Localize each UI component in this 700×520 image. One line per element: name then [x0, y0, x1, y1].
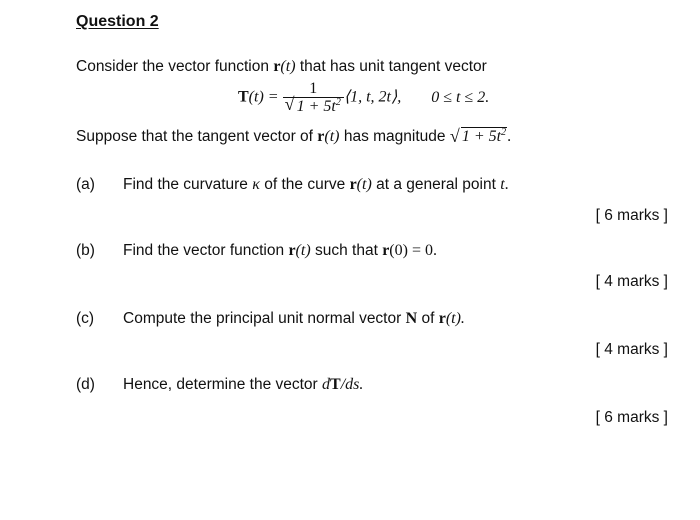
part-a-text [123, 176, 509, 194]
eq-vector: ⟨1, t, 2t⟩, [343, 88, 402, 106]
part-b-r-arg: (t) [295, 242, 311, 259]
eq-denominator [283, 94, 344, 115]
eq-fraction [283, 81, 344, 115]
eq-radicand-exp: 2 [335, 97, 341, 108]
part-c-N: N [405, 310, 418, 327]
eq-T-arg: (t) = [248, 88, 279, 106]
suppose-r-arg: (t) [324, 128, 340, 145]
part-c-text [123, 310, 465, 328]
suppose-radicand: 1 + 5t [461, 128, 502, 145]
part-a-label: (a) [76, 176, 95, 193]
part-a-marks: [ 6 marks ] [595, 207, 668, 224]
intro-r-arg: (t) [280, 58, 296, 75]
part-c-r: r [438, 310, 446, 327]
part-c-r-arg: (t). [445, 310, 465, 327]
part-c-text-2: of [421, 310, 435, 327]
part-b-r: r [288, 242, 296, 259]
tangent-equation [238, 81, 489, 115]
part-c-marks: [ 4 marks ] [595, 341, 668, 358]
question-title: Question 2 [76, 13, 159, 30]
suppose-line [76, 128, 511, 146]
part-d-label: (d) [76, 376, 95, 393]
suppose-r-symbol: r [317, 128, 325, 145]
part-a-r: r [349, 176, 357, 193]
intro-tail: that has unit tangent vector [299, 58, 487, 75]
eq-radicand: 1 + 5t [296, 98, 336, 115]
part-a-text-3: at a general point [376, 176, 496, 193]
part-b-label: (b) [76, 242, 95, 259]
part-b-text [123, 242, 437, 260]
suppose-text: Suppose that the tangent vector of [76, 128, 313, 145]
part-b-marks: [ 4 marks ] [595, 273, 668, 290]
part-d-marks: [ 6 marks ] [595, 409, 668, 426]
suppose-mid: has magnitude [343, 128, 446, 145]
part-b-text-1: Find the vector function [123, 242, 285, 259]
part-c-text-1: Compute the principal unit normal vector [123, 310, 402, 327]
part-a-text-2: of the curve [264, 176, 346, 193]
part-c-label: (c) [76, 310, 95, 327]
part-b-r0-arg: (0) = 0. [389, 242, 437, 259]
intro-text: Consider the vector function [76, 58, 269, 75]
eq-T-symbol: T [238, 88, 249, 106]
part-d-text-1: Hence, determine the vector [123, 376, 318, 393]
suppose-end: . [507, 128, 512, 145]
part-a-t: t [500, 176, 505, 193]
eq-domain: 0 ≤ t ≤ 2. [431, 88, 490, 106]
eq-sqrt: √ $1 + 5t^2$ [284, 94, 341, 115]
part-b-text-2: such that [314, 242, 378, 259]
eq-numerator: 1 [309, 80, 318, 97]
part-d-text [123, 376, 363, 394]
intro-r-symbol: r [273, 58, 281, 75]
intro-line [76, 58, 487, 76]
part-d-d: d [322, 376, 331, 393]
part-b-r0: r [382, 242, 390, 259]
suppose-sqrt: √ $1 + 5t^2$ [449, 126, 507, 146]
part-a-tail: . [504, 176, 509, 193]
suppose-radicand-exp: 2 [501, 127, 507, 138]
part-a-r-arg: (t) [356, 176, 372, 193]
part-a-text-1: Find the curvature [123, 176, 248, 193]
part-d-ds: /ds. [340, 376, 364, 393]
part-a-kappa: κ [252, 176, 260, 193]
part-d-T: T [330, 376, 341, 393]
